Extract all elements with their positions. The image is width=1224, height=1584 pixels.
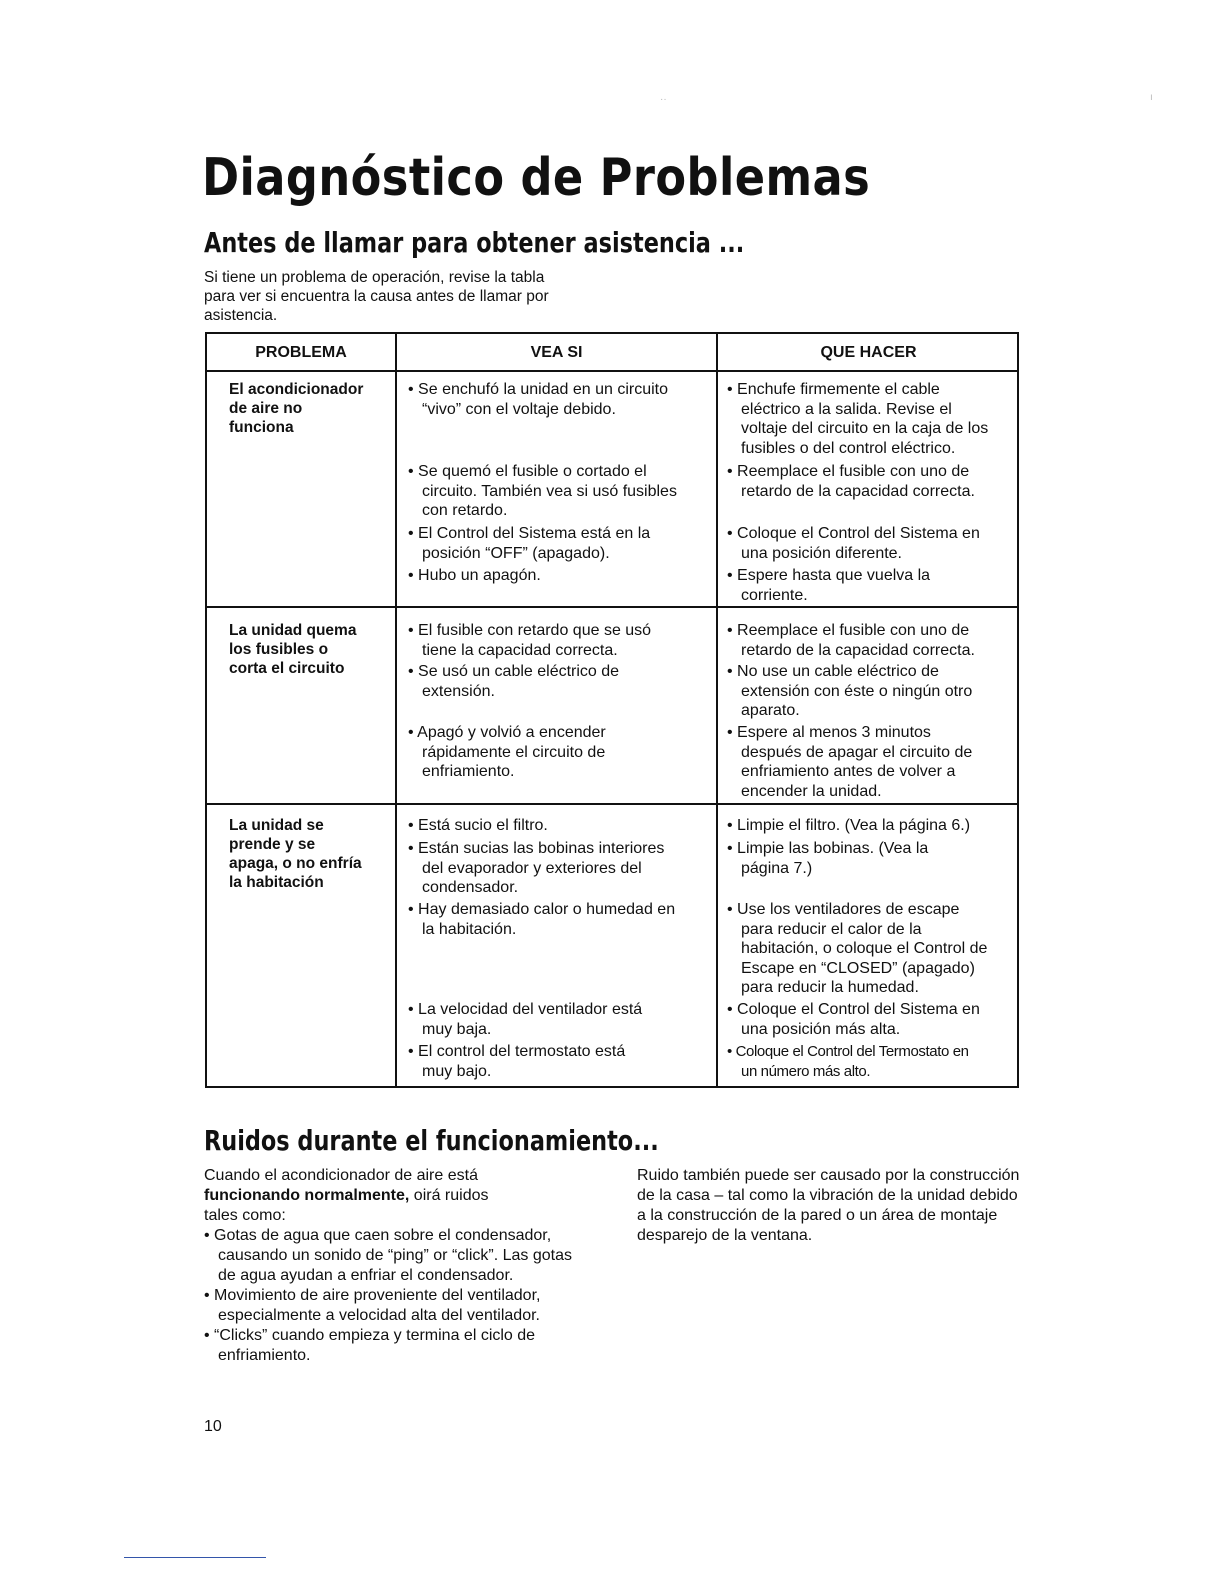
que-hacer-item: • Coloque el Control del Termostato en un número más alto. xyxy=(727,1043,969,1080)
noise-right-column xyxy=(637,1166,1022,1246)
vea-si-item: • Están sucias las bobinas interiores del evaporador y exteriores del condensador. xyxy=(408,840,665,896)
que-hacer-item: • Espere al menos 3 minutos después de apagar el circuito de enfriamiento antes de volver a encender la unidad. xyxy=(727,724,973,800)
que-hacer-item: • No use un cable eléctrico de extensión con éste o ningún otro aparato. xyxy=(727,663,973,719)
vea-si-item: • El Control del Sistema está en la posición “OFF” (apagado). xyxy=(408,525,651,562)
vea-si-item: • Está sucio el filtro. xyxy=(408,817,548,834)
column-divider xyxy=(716,334,718,1086)
page-title: Diagnóstico de Problemas xyxy=(202,148,871,208)
que-hacer-item: • Limpie el filtro. (Vea la página 6.) xyxy=(727,817,971,834)
noise-construction-text: Ruido también puede ser causado por la construcción de la casa – tal como la vibración de la unidad debido a la construcción de la pared o un área de montaje desparejo de la ventana. xyxy=(637,1167,1020,1244)
troubleshooting-table xyxy=(205,332,1019,1088)
problem-label: La unidad quema los fusibles o corta el circuito xyxy=(229,622,357,677)
que-hacer-item: • Espere hasta que vuelva la corriente. xyxy=(727,567,931,604)
footer-rule xyxy=(124,1557,266,1558)
list-item: • Gotas de agua que caen sobre el condensador, causando un sonido de “ping” or “click”. Las gotas de agua ayudan a enfriar el condensador. xyxy=(204,1227,572,1284)
intro-text: Si tiene un problema de operación, revise la tabla para ver si encuentra la causa antes de llamar por asistencia. xyxy=(204,269,549,324)
row-divider xyxy=(207,606,1017,608)
que-hacer-item: • Reemplace el fusible con uno de retardo de la capacidad correcta. xyxy=(727,622,975,659)
list-item: • Movimiento de aire proveniente del ventilador, especialmente a velocidad alta del ventilador. xyxy=(204,1287,541,1324)
scan-speck: ·· xyxy=(660,94,667,105)
vea-si-item: • El control del termostato está muy bajo. xyxy=(408,1043,626,1080)
vea-si-item: • Hubo un apagón. xyxy=(408,567,541,584)
que-hacer-item: • Coloque el Control del Sistema en una posición diferente. xyxy=(727,525,980,562)
noise-left-column xyxy=(204,1166,594,1366)
list-item: • “Clicks” cuando empieza y termina el ciclo de enfriamiento. xyxy=(204,1327,536,1364)
noise-list xyxy=(204,1226,594,1366)
row-divider xyxy=(207,803,1017,805)
problem-label: La unidad se prende y se apaga, o no enfría la habitación xyxy=(229,817,362,891)
vea-si-item: • Se usó un cable eléctrico de extensión. xyxy=(408,663,620,700)
column-header-problema: PROBLEMA xyxy=(255,344,347,361)
page-number: 10 xyxy=(204,1418,222,1435)
problem-label: El acondicionador de aire no funciona xyxy=(229,381,364,436)
vea-si-item: • Se enchufó la unidad en un circuito “vivo” con el voltaje debido. xyxy=(408,381,668,418)
que-hacer-item: • Limpie las bobinas. (Vea la página 7.) xyxy=(727,840,929,877)
que-hacer-item: • Enchufe firmemente el cable eléctrico a la salida. Revise el voltaje del circuito en la caja de los fusibles o del control eléctrico. xyxy=(727,381,989,457)
row-divider xyxy=(207,370,1017,372)
column-divider xyxy=(395,334,397,1086)
column-header-vea-si: VEA SI xyxy=(530,344,583,361)
que-hacer-item: • Use los ventiladores de escape para reducir el calor de la habitación, o coloque el Control de Escape en “CLOSED” (apagado) para reducir la humedad. xyxy=(727,901,988,996)
noise-intro: Cuando el acondicionador de aire está funcionando normalmente, oirá ruidos tales como: xyxy=(204,1167,489,1224)
section-heading-noises: Ruidos durante el funcionamiento... xyxy=(204,1124,659,1157)
que-hacer-item: • Coloque el Control del Sistema en una posición más alta. xyxy=(727,1001,980,1038)
vea-si-item: • La velocidad del ventilador está muy baja. xyxy=(408,1001,643,1038)
column-header-que-hacer: QUE HACER xyxy=(820,344,917,361)
que-hacer-item: • Reemplace el fusible con uno de retardo de la capacidad correcta. xyxy=(727,463,975,500)
vea-si-item: • Se quemó el fusible o cortado el circuito. También vea si usó fusibles con retardo. xyxy=(408,463,677,519)
vea-si-item: • Apagó y volvió a encender rápidamente el circuito de enfriamiento. xyxy=(408,724,606,780)
vea-si-item: • Hay demasiado calor o humedad en la habitación. xyxy=(408,901,676,938)
vea-si-item: • El fusible con retardo que se usó tiene la capacidad correcta. xyxy=(408,622,652,659)
scan-speck: ı xyxy=(1150,92,1153,103)
section-heading-assistance: Antes de llamar para obtener asistencia ... xyxy=(204,226,745,259)
